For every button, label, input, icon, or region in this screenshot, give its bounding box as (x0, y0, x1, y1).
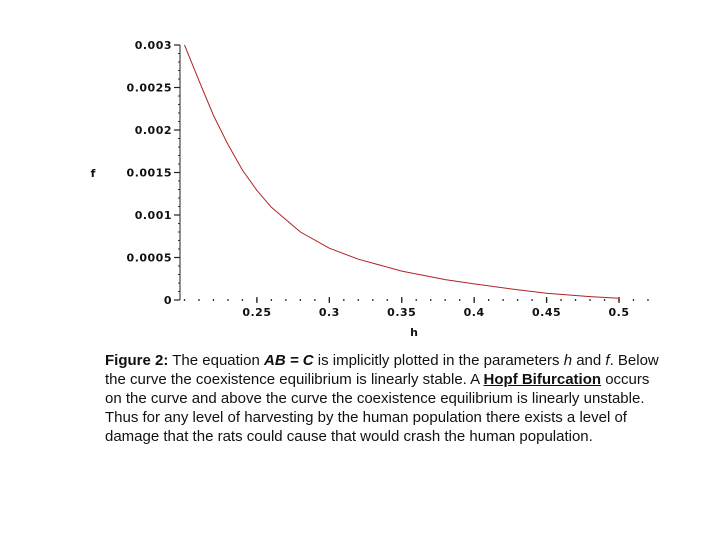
x-tick-label: 0.45 (532, 306, 562, 319)
caption-text-4: . Below the curve the coexistence equilibrium is linearly stable. A (105, 352, 659, 388)
caption-text-2: is implicitly plotted in the parameters (313, 352, 564, 369)
y-axis (127, 39, 180, 307)
y-tick-label: 0.0025 (126, 81, 172, 95)
x-tick-label: 0.3 (318, 306, 340, 319)
y-tick-label: 0.0005 (126, 251, 172, 265)
x-tick-label: 0.25 (242, 306, 272, 319)
caption-text-1: The equation (168, 352, 264, 369)
figure-caption (105, 351, 665, 446)
caption-equation: AB = C (263, 352, 314, 369)
x-tick-label: 0.5 (608, 306, 630, 319)
caption-text-3: and (572, 352, 606, 369)
y-tick-label: 0 (163, 294, 172, 307)
x-axis (185, 297, 648, 319)
hopf-bifurcation-link[interactable]: Hopf Bifurcation (483, 371, 602, 388)
series-line-0 (185, 45, 620, 298)
y-tick-label: 0.002 (134, 124, 172, 137)
caption-param-h: h (563, 352, 573, 369)
y-tick-label: 0.001 (134, 209, 172, 222)
caption-param-f: f (605, 352, 610, 369)
caption-text-5: occurs on the curve and above the curve the coexistence equilibrium is linearly unstable. Thus for any level of harvesting by the human population there exists a level of damage that the rats could cause that would crash the human population. (105, 371, 650, 445)
y-axis-label: f (90, 167, 96, 180)
y-tick-label: 0.003 (134, 39, 172, 52)
series-layer (185, 45, 620, 298)
x-tick-label: 0.35 (387, 306, 417, 319)
figure-label: Figure 2: (105, 352, 169, 369)
x-tick-label: 0.4 (463, 306, 485, 319)
x-axis-label: h (410, 326, 418, 339)
y-tick-label: 0.0015 (126, 166, 172, 180)
